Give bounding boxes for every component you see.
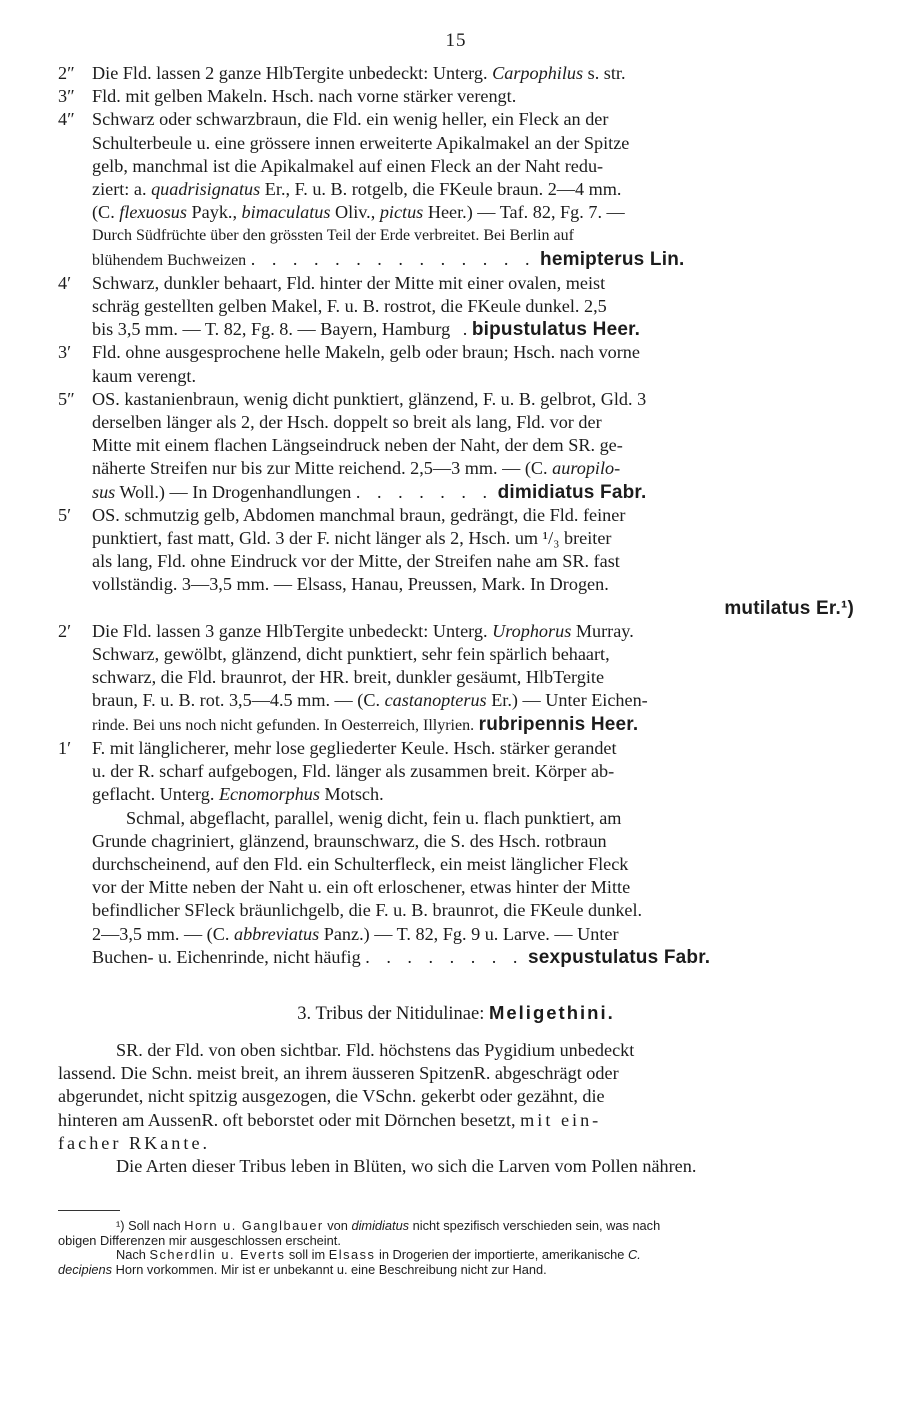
key-entry xyxy=(58,388,854,504)
key-couplet-number: 1′ xyxy=(58,737,72,758)
key-couplet-number: 2′ xyxy=(58,620,72,641)
species-name: bipustulatus Heer. xyxy=(471,319,641,341)
text-line: als lang, Fld. ohne Eindruck vor der Mitte, der Streifen nahe am SR. fast xyxy=(92,551,620,572)
text-line: durchscheinend, auf den Fld. ein Schulterfleck, ein meist länglicher Fleck xyxy=(92,853,629,874)
key-entry xyxy=(58,620,854,737)
species-name: mutilatus Er.¹) xyxy=(724,597,854,619)
species-name: hemipterus Lin. xyxy=(540,248,685,270)
key-entry xyxy=(58,85,854,108)
text-line: Die Fld. lassen 2 ganze HlbTergite unbedeckt: Unterg. Carpophilus s. str. xyxy=(92,63,626,83)
text-line: vor der Mitte neben der Naht u. ein oft erloschener, etwas hinter der Mitte xyxy=(92,877,631,898)
text-line: braun, F. u. B. rot. 3,5—4.5 mm. — (C. castanopterus Er.) — Unter Eichen- xyxy=(92,690,648,711)
species-name: sexpustulatus Fabr. xyxy=(527,946,711,968)
text-line: vollständig. 3—3,5 mm. — Elsass, Hanau, Preussen, Mark. In Drogen. xyxy=(92,574,609,595)
text-line: näherte Streifen nur bis zur Mitte reichend. 2,5—3 mm. — (C. auropilo- xyxy=(92,458,621,479)
text-line: Fld. mit gelben Makeln. Hsch. nach vorne stärker verengt. xyxy=(92,86,517,107)
identification-key xyxy=(58,62,854,969)
text-line: bis 3,5 mm. — T. 82, Fg. 8. — Bayern, Hamburg . bipustulatus Heer. xyxy=(92,319,641,341)
text-line: Mitte mit einem flachen Längseindruck neben der Naht, der dem SR. ge- xyxy=(92,435,623,456)
text-line: Fld. ohne ausgesprochene helle Makeln, gelb oder braun; Hsch. nach vorne xyxy=(92,342,640,363)
text-line: facher RKante. xyxy=(58,1132,211,1153)
text-line: SR. der Fld. von oben sichtbar. Fld. höchstens das Pygidium unbedeckt xyxy=(116,1039,635,1060)
text-line: lassend. Die Schn. meist breit, an ihrem äusseren SpitzenR. abgeschrägt oder xyxy=(58,1063,619,1084)
key-entry xyxy=(58,108,854,271)
section-heading: 3. Tribus der Nitidulinae: Meligethini. xyxy=(297,1001,615,1024)
key-couplet-number: 5′ xyxy=(58,504,72,525)
key-couplet-number: 3″ xyxy=(58,86,75,107)
key-couplet-number: 2″ xyxy=(58,63,75,83)
key-entry xyxy=(58,62,854,85)
text-line: rinde. Bei uns noch nicht gefunden. In Oesterreich, Illyrien. rubripennis Heer. xyxy=(92,713,639,735)
text-line: decipiens Horn vorkommen. Mir ist er unbekannt u. eine Beschreibung nicht zur Hand. xyxy=(58,1261,547,1277)
text-line: Schwarz oder schwarzbraun, die Fld. ein wenig heller, ein Fleck an der xyxy=(92,109,609,130)
text-line: blühendem Buchweizen . . . . . . . . . . . . . . hemipterus Lin. xyxy=(92,248,685,270)
page-number: 15 xyxy=(445,30,467,51)
text-line: schräg gestellten gelben Makel, F. u. B. rostrot, die FKeule dunkel. 2,5 xyxy=(92,296,607,317)
text-line: Schulterbeule u. eine grössere innen erweiterte Apikalmakel an der Spitze xyxy=(92,132,630,153)
key-couplet-number: 4″ xyxy=(58,109,75,130)
text-line: 2—3,5 mm. — (C. abbreviatus Panz.) — T. 82, Fg. 9 u. Larve. — Unter xyxy=(92,923,619,944)
text-line: Buchen- u. Eichenrinde, nicht häufig . . . . . . . . sexpustulatus Fabr. xyxy=(92,946,711,968)
footnote xyxy=(58,1219,854,1277)
text-line: Nach Scherdlin u. Everts soll im Elsass in Drogerien der importierte, amerikanische C. xyxy=(116,1247,641,1263)
key-couplet-number: 3′ xyxy=(58,342,72,363)
text-line: Grunde chagriniert, glänzend, braunschwarz, die S. des Hsch. rotbraun xyxy=(92,830,607,851)
text-line: Schmal, abgeflacht, parallel, wenig dicht, fein u. flach punktiert, am xyxy=(126,807,622,828)
text-line: abgerundet, nicht spitzig ausgezogen, die VSchn. gekerbt oder gezähnt, die xyxy=(58,1086,605,1107)
text-line: u. der R. scharf aufgebogen, Fld. länger als zusammen breit. Körper ab- xyxy=(92,761,615,782)
text-line: obigen Differenzen mir ausgeschlossen erscheint. xyxy=(58,1232,341,1248)
key-entry xyxy=(58,504,854,620)
text-line: Die Fld. lassen 3 ganze HlbTergite unbedeckt: Unterg. Urophorus Murray. xyxy=(92,620,634,641)
text-line: Die Arten dieser Tribus leben in Blüten, wo sich die Larven vom Pollen nähren. xyxy=(116,1155,697,1176)
text-line: ziert: a. quadrisignatus Er., F. u. B. rotgelb, die FKeule braun. 2—4 mm. xyxy=(92,179,622,200)
footnote-divider xyxy=(58,1210,120,1211)
text-line: Durch Südfrüchte über den grössten Teil der Erde verbreitet. Bei Berlin auf xyxy=(92,227,574,245)
text-line: F. mit länglicherer, mehr lose gegliederter Keule. Hsch. stärker gerandet xyxy=(92,737,617,758)
key-entry xyxy=(58,272,854,342)
document-page xyxy=(58,30,854,1277)
text-line: OS. kastanienbraun, wenig dicht punktiert, glänzend, F. u. B. gelbrot, Gld. 3 xyxy=(92,388,647,409)
text-line: sus Woll.) — In Drogenhandlungen . . . . . . . dimidiatus Fabr. xyxy=(92,481,647,503)
key-couplet-number: 4′ xyxy=(58,272,72,293)
text-line: gelb, manchmal ist die Apikalmakel auf einen Fleck an der Naht redu- xyxy=(92,155,604,176)
text-line: hinteren am AussenR. oft beborstet oder mit Dörnchen besetzt, mit ein- xyxy=(58,1109,602,1130)
key-entry xyxy=(58,737,854,969)
text-line: Schwarz, dunkler behaart, Fld. hinter der Mitte mit einer ovalen, meist xyxy=(92,272,606,293)
text-line: ¹) Soll nach Horn u. Ganglbauer von dimidiatus nicht spezifisch verschieden sein, was nach xyxy=(116,1218,661,1234)
text-line: schwarz, die Fld. braunrot, der HR. breit, dunkler gesäumt, HlbTergite xyxy=(92,667,605,688)
tribus-description xyxy=(58,1039,854,1178)
species-name: dimidiatus Fabr. xyxy=(497,481,647,503)
text-line: punktiert, fast matt, Gld. 3 der F. nicht länger als 2, Hsch. um ¹/₃ breiter xyxy=(92,528,612,549)
text-line: befindlicher SFleck bräunlichgelb, die F. u. B. braunrot, die FKeule dunkel. xyxy=(92,900,643,921)
text-line: (C. flexuosus Payk., bimaculatus Oliv., pictus Heer.) — Taf. 82, Fg. 7. — xyxy=(92,202,625,223)
text-line: geflacht. Unterg. Ecnomorphus Motsch. xyxy=(92,784,384,805)
text-line: kaum verengt. xyxy=(92,365,197,386)
key-couplet-number: 5″ xyxy=(58,388,75,409)
key-entry xyxy=(58,341,854,387)
text-line: OS. schmutzig gelb, Abdomen manchmal braun, gedrängt, die Fld. feiner xyxy=(92,504,626,525)
text-line: Schwarz, gewölbt, glänzend, dicht punktiert, sehr fein spärlich behaart, xyxy=(92,644,610,665)
species-name: rubripennis Heer. xyxy=(478,713,639,735)
text-line: derselben länger als 2, der Hsch. doppelt so breit als lang, Fld. vor der xyxy=(92,412,602,433)
